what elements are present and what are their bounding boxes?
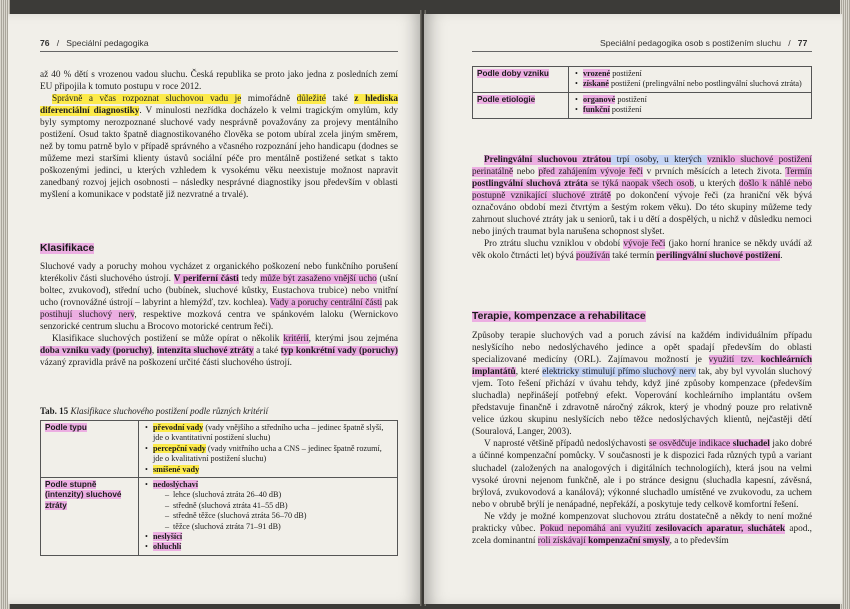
list-item: • vrozené postižení bbox=[583, 69, 807, 79]
table-row bbox=[41, 421, 398, 478]
right-page-number: 77 bbox=[797, 38, 808, 48]
list-item: • získané postižení (prelingvální nebo postlingvální sluchová ztráta) bbox=[583, 79, 807, 89]
left-running-head: 76 / Speciální pedagogika bbox=[40, 38, 149, 48]
left-head-rule bbox=[40, 51, 398, 52]
left-page bbox=[8, 14, 422, 604]
list-subitem: – lehce (sluchová ztráta 26–40 dB) bbox=[173, 490, 393, 500]
left-paragraph-1: až 40 % dětí s vrozenou vadou sluchu. Česká republika se proto jako jedna z posledních zemí EU připojila k tomuto postupu v roce 2012. bbox=[40, 70, 398, 93]
right-running-head: Speciální pedagogika osob s postižením sluchu / 77 bbox=[600, 38, 808, 48]
list-item: • nedoslýchaví – lehce (sluchová ztráta 26–40 dB) – středně (sluchová ztráta 41–55 dB) – středně těžce (sluchová ztráta 56–70 dB) – těžce (sluchová ztráta 71–91 dB) bbox=[153, 480, 393, 532]
right-paragraph-1: Prelingvální sluchovou ztrátou trpí osoby, u kterých vzniklo sluchové postižení perinatálně nebo před zahájením vývoje řeči v prvních měsících a letech života. Termín postlingvální sluchová ztráta se týká naopak všech osob, u kterých došlo k náhlé nebo postupně vznikající sluchové ztrátě po dokončení vývoje řeči (za hraniční věk bývá označováno období mezi čtvrtým a šestým rokem věku). Do této skupiny můžeme tedy zahrnout sluchové ztráty jak u seniorů, tak i u dětí a dospělých, u nichž v důsledku nemoci nebo jiných traumat byla narušena schopnost slyšet. bbox=[472, 155, 812, 238]
right-paragraph-3: Způsoby terapie sluchových vad a poruch závisí na každém individuálním případu neslyšícího nebo nedoslýchavého jedince a opět spadají především do oblasti specializované medicíny (ORL). Zajímavou možností je využití tzv. kochleárních implantátů, které elektricky stimulují přímo sluchový nerv tak, aby byl vyvolán sluchový vjem. Toto řešení přichází v úvahu tehdy, když jiné způsoby kompenzace (především sluchadla) nepřinášejí potřebný efekt. Voperování kochleárního implantátu ovšem představuje finančně i zdravotně náročný zákrok, který je vhodný pouze pro relativně velice úzkou skupinu neslyšících nebo těžce nedoslýchavých klientů, nejčastěji dětí (Souralová, Langer, 2003). bbox=[472, 331, 813, 438]
right-running-title: Speciální pedagogika osob s postižením sluchu bbox=[600, 38, 782, 48]
right-paragraph-5: Ne vždy je možné kompenzovat sluchovou ztrátu dostatečně a někdy to není možné prakticky vůbec. Pokud nepomáhá ani využití zesilovacích aparatur, sluchátek apod., zcela dominantní roli získávají kompenzační smysly, a to především bbox=[472, 511, 812, 546]
table-row-head: Podle stupně (intenzity) sluchové ztráty bbox=[41, 478, 139, 556]
right-section-title: Terapie, kompenzace a rehabilitace bbox=[472, 311, 646, 322]
list-subitem: – středně (sluchová ztráta 41–55 dB) bbox=[173, 501, 393, 511]
table-row bbox=[473, 92, 812, 118]
right-text-block-1 bbox=[472, 154, 812, 262]
table-row bbox=[473, 67, 812, 93]
left-text-block-1 bbox=[40, 69, 398, 202]
classification-table-left bbox=[40, 420, 398, 556]
list-subitem: – středně těžce (sluchová ztráta 56–70 dB) bbox=[173, 511, 393, 521]
table-row-head: Podle typu bbox=[41, 421, 139, 478]
left-paragraph-2: Správně a včas rozpoznat sluchovou vadu je mimořádně důležité také z hlediska diferenciální diagnostiky. V minulosti nezřídka docházelo k velmi tragickým omylům, kdy byly symptomy nerozpoznané sluchové vady nesprávně považovány za projevy mentálního postižení. Osud takto špatně diagnostikovaného člověka se potom ubíral zcela jiným směrem, než by tomu patrně bylo v případě správného a včasného rozpoznání jeho handicapu (dodnes se můžeme mezi staršími klienty ústavů sociální péče pro mentálně postižené setkat s takto poškozenými jedinci, u kterých vzhledem k vysokému věku neexistuje možnost napravit zanedbaný rozvoj jejich osobnosti – následky nesprávné diagnostiky jsou především v oblasti myšlení a komunikace v podstatě již nezvratné a trvalé). bbox=[40, 94, 398, 201]
classification-table-right bbox=[472, 66, 812, 119]
left-paragraph-4: Klasifikace sluchových postižení se může opírat o několik kritérií, kterými jsou zejména doba vzniku vady (poruchy), intenzita sluchové ztráty a také typ konkrétní vady (poruchy) vázaný zpravidla právě na poškození určité části sluchového ústrojí. bbox=[40, 334, 399, 369]
right-page bbox=[424, 14, 842, 604]
left-section-title: Klasifikace bbox=[40, 243, 95, 254]
list-item: • ohluchlí bbox=[153, 542, 393, 552]
left-text-block-2 bbox=[40, 261, 398, 369]
table-row-head: Podle doby vzniku bbox=[473, 67, 569, 93]
table-row-items bbox=[139, 478, 398, 556]
table-row-items bbox=[569, 67, 812, 93]
right-paragraph-2: Pro ztrátu sluchu vzniklou v období vývoje řeči (jako horní hranice se někdy uvádí až věk okolo čtrnácti let) bývá používán také termín perilingvální sluchové postižení. bbox=[472, 239, 812, 262]
right-text-block-2 bbox=[472, 330, 812, 547]
table-row-items bbox=[139, 421, 398, 478]
left-page-number: 76 bbox=[40, 38, 50, 48]
list-item: • funkční postižení bbox=[583, 105, 807, 115]
list-item: • neslyšící bbox=[153, 532, 393, 542]
table-row-head: Podle etiologie bbox=[473, 92, 569, 118]
right-paragraph-4: V naprosté většině případů nedoslýchavosti se osvědčuje indikace sluchadel jako dobré a účinné kompenzační pomůcky. V současnosti je k dispozici řada různých typů a variant sluchadel (založených na analogových i digitálních technologiích), která jsou na velmi vysoké úrovni nejenom funkčně, ale i po stránce designu (sluchadla kapesní, závěsná, brýlová, zvukovodová a kanálová); výkonné sluchadlo umístěné ve zvukovodu, za uchem nebo v obrubě brýlí je nenápadné, nepřekáží, a poskytuje tedy celkově komfortní řešení. bbox=[472, 439, 812, 510]
table-row-items bbox=[569, 92, 812, 118]
list-item: • převodní vady (vady vnějšího a středního ucha – jedinec špatně slyší, jde o kvantitativní postižení sluchu) bbox=[153, 423, 393, 444]
table-caption: Tab. 15 Klasifikace sluchového postižení podle různých kritérií bbox=[40, 406, 269, 416]
list-subitem: – těžce (sluchová ztráta 71–91 dB) bbox=[173, 522, 393, 532]
right-head-rule bbox=[472, 51, 812, 52]
list-item: • percepční vady (vady vnitřního ucha a CNS – jedinec špatně rozumí, jde o kvalitativní postižení sluchu) bbox=[153, 444, 393, 465]
left-paragraph-3: Sluchové vady a poruchy mohou vycházet z organického poškození nebo funkčního porušení kterékoliv části sluchového ústrojí. V periferní části tedy může být zasaženo vnější ucho (ušní boltec, zvukovod), střední ucho (bubínek, sluchové kůstky, Eustachova trubice) nebo vnitřní ucho (rovnovážné ústrojí – labyrint a hlemýžď, tzv. kochlea). Vady a poruchy centrální části pak postihují sluchový nerv, respektive mozková centra ve spánkovém laloku (Wernickovo senzorické centrum sluchu a Brocovo motorické centrum řeči). bbox=[40, 262, 399, 333]
list-item: • smíšené vady bbox=[153, 465, 393, 475]
table-row bbox=[41, 478, 398, 556]
list-item: • organové postižení bbox=[583, 95, 807, 105]
left-running-title: Speciální pedagogika bbox=[66, 38, 149, 48]
